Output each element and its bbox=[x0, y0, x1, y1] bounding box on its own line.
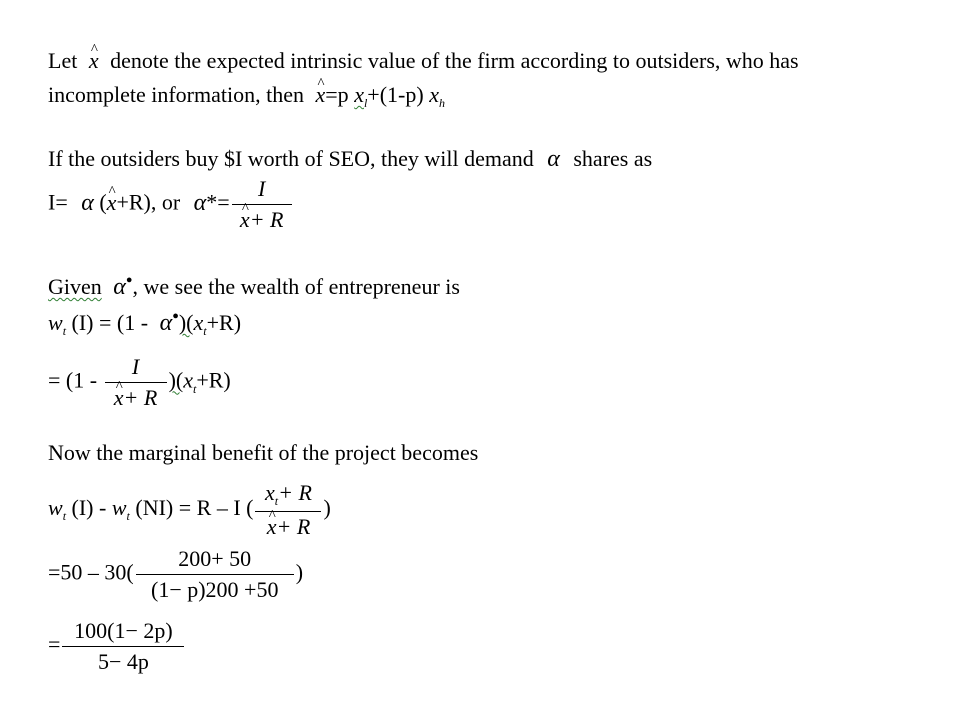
subscript: t bbox=[126, 509, 130, 524]
subscript: h bbox=[438, 96, 445, 110]
alpha-symbol: α bbox=[113, 274, 126, 300]
text: shares as bbox=[573, 146, 653, 171]
wealth-equation-2 bbox=[48, 354, 231, 411]
w-symbol: w bbox=[48, 310, 63, 335]
definition-line-2 bbox=[48, 82, 445, 111]
text: =50 – 30( bbox=[48, 559, 134, 585]
fraction: $\frac{100(1- 2p)}{5- 4p}$ bbox=[62, 618, 184, 675]
text: +(1-p) bbox=[367, 82, 424, 107]
text: I= bbox=[48, 189, 68, 215]
text: +R), or bbox=[116, 189, 181, 215]
x-high-symbol: x bbox=[429, 82, 439, 107]
alpha-equation bbox=[48, 176, 294, 233]
text: *= bbox=[206, 189, 230, 215]
text: =p bbox=[325, 82, 349, 107]
dot-superscript: ● bbox=[125, 274, 133, 286]
alpha-symbol: α bbox=[81, 189, 94, 216]
subscript: t bbox=[62, 509, 67, 524]
fraction: $\frac{200+ 50}{(1- p)200 +50}$ bbox=[136, 546, 294, 603]
text: ) bbox=[323, 495, 331, 521]
x-hat-symbol: ^ x bbox=[316, 82, 326, 108]
text: ) bbox=[295, 559, 304, 585]
text: (I) - bbox=[71, 495, 107, 521]
text: )( bbox=[168, 367, 184, 393]
w-symbol: w bbox=[111, 495, 127, 521]
text: Let bbox=[48, 48, 78, 73]
text: , we see the wealth of entrepreneur is bbox=[132, 274, 460, 299]
subscript: t bbox=[203, 324, 207, 338]
wealth-equation-1 bbox=[48, 310, 241, 340]
text: +R) bbox=[196, 367, 231, 393]
x-hat-symbol: ^ x bbox=[89, 48, 99, 74]
text: = bbox=[48, 631, 61, 657]
x-hat-symbol: ^ x bbox=[107, 190, 117, 216]
text: If the outsiders buy $I worth of SEO, they will demand bbox=[48, 146, 534, 171]
x-symbol: x bbox=[193, 310, 204, 335]
text: )( bbox=[178, 310, 194, 335]
fraction: $x_t+ R$ ^ x+ R bbox=[255, 480, 321, 540]
text: = (1 - bbox=[48, 367, 98, 393]
alpha-symbol: α bbox=[547, 146, 560, 172]
subscript: t bbox=[192, 381, 197, 396]
benefit-line bbox=[48, 440, 478, 466]
x-low-term: $x_l$ bbox=[354, 82, 368, 110]
seo-line bbox=[48, 146, 652, 172]
text: incomplete information, then bbox=[48, 82, 304, 107]
w-symbol: w bbox=[48, 495, 63, 521]
fraction: I ^ x+ R bbox=[105, 354, 167, 411]
dot-superscript: ● bbox=[172, 310, 179, 322]
text: ( bbox=[99, 189, 107, 215]
calculation-line bbox=[48, 546, 303, 603]
subscript: t bbox=[62, 324, 67, 338]
result-line bbox=[48, 618, 186, 675]
definition-line-1 bbox=[48, 48, 799, 74]
alpha-symbol: α bbox=[193, 189, 207, 216]
marginal-benefit-equation bbox=[48, 480, 331, 540]
fraction: I ^ x+ R bbox=[232, 176, 292, 233]
alpha-symbol: α bbox=[159, 310, 173, 336]
given-line bbox=[48, 274, 460, 304]
text: +R) bbox=[206, 310, 242, 335]
text: Given bbox=[48, 274, 102, 299]
text: (NI) = R – I ( bbox=[135, 495, 254, 521]
text: Now the marginal benefit of the project becomes bbox=[48, 440, 479, 465]
x-symbol: x bbox=[183, 367, 193, 393]
text: (I) = (1 - bbox=[71, 310, 149, 335]
text: denote the expected intrinsic value of the firm according to outsiders, who has bbox=[110, 48, 799, 73]
